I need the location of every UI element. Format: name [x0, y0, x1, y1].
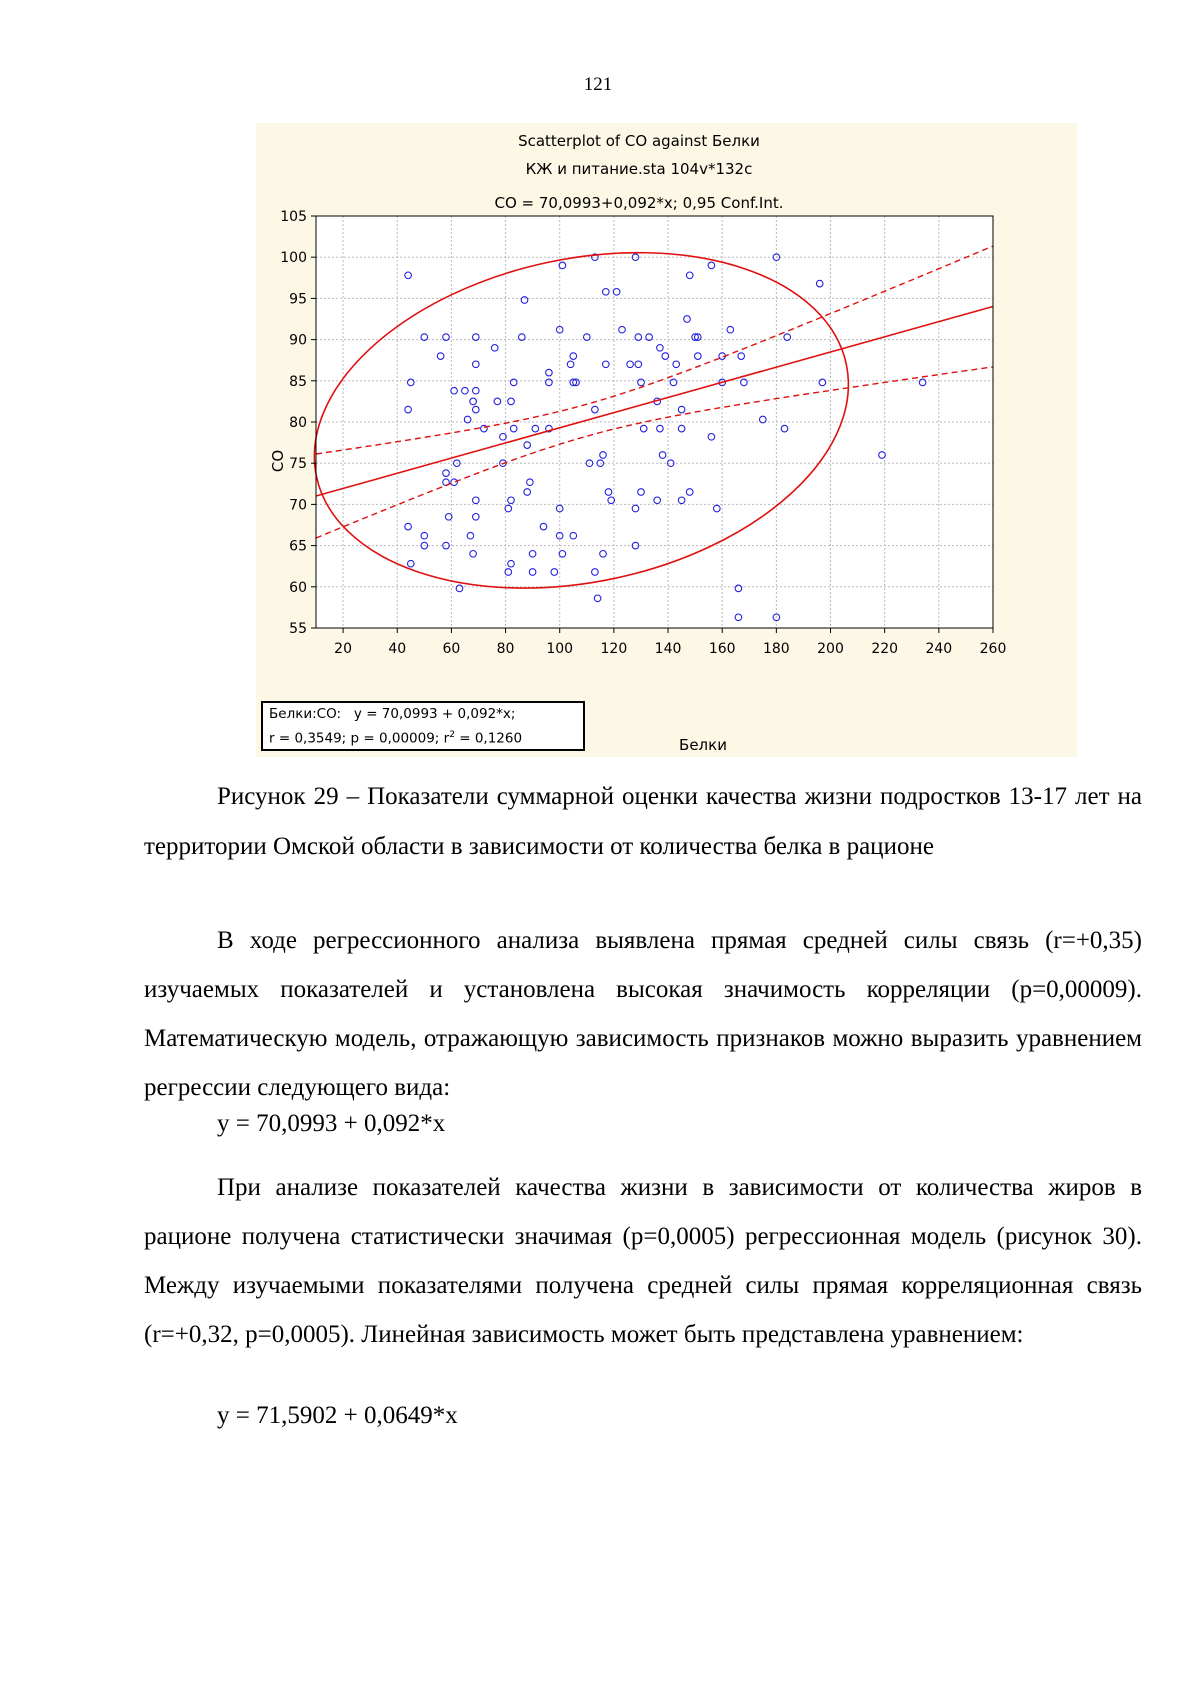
paragraph-regression-analysis: В ходе регрессионного анализа выявлена прямая средней силы связь (r=+0,35) изучаемых показателей и установлена высокая значимость корреляции (p=0,00009). Математическую модель, отражающую зависимость признаков можно выразить уравнением регрессии следующего вида: — [144, 927, 1142, 1101]
figure-caption: Рисунок 29 – Показатели суммарной оценки качества жизни подростков 13-17 лет на территории Омской области в зависимости от количества белка в рационе — [144, 783, 1142, 860]
stats-r-p: r = 0,3549; p = 0,00009; r — [269, 730, 450, 747]
y-tick-label: 60 — [289, 579, 307, 596]
scatterplot-chart — [256, 123, 1077, 757]
x-tick-label: 240 — [925, 641, 953, 657]
stats-line-2 — [269, 725, 577, 750]
x-tick-label: 220 — [871, 641, 899, 657]
x-tick-label: 80 — [496, 641, 515, 657]
stats-r2-value: = 0,1260 — [454, 730, 523, 747]
regression-stats-box — [261, 701, 585, 751]
paragraph-fats-analysis: При анализе показателей качества жизни в зависимости от количества жиров в рационе получена статистически значимая (p=0,0005) регрессионная модель (рисунок 30). Между изучаемыми показателями получена средней силы прямая корреляционная связь (r=+0,32, p=0,0005). Линейная зависимость может быть представлена уравнением: — [144, 1174, 1142, 1348]
y-tick-label: 105 — [280, 209, 307, 225]
stats-r2-exponent: 2 — [449, 730, 455, 740]
x-tick-label: 100 — [546, 641, 574, 657]
x-tick-label: 20 — [334, 641, 352, 657]
y-tick-label: 90 — [289, 332, 307, 349]
x-tick-label: 200 — [817, 641, 844, 657]
x-axis-label: Белки — [679, 736, 727, 754]
x-tick-label: 160 — [708, 641, 736, 657]
y-tick-label: 85 — [289, 373, 307, 390]
y-tick-label: 65 — [289, 538, 307, 555]
y-tick-label: 55 — [289, 621, 307, 637]
x-tick-label: 60 — [442, 641, 461, 657]
y-tick-label: 80 — [289, 415, 307, 431]
x-tick-label: 180 — [762, 641, 790, 657]
x-tick-label: 260 — [979, 641, 1007, 657]
grid — [316, 216, 993, 628]
y-axis-label: CO — [269, 449, 287, 473]
chart-subtitle: КЖ и питание.sta 104v*132c — [525, 160, 753, 178]
x-tick-label: 40 — [388, 641, 407, 657]
y-tick-label: 70 — [289, 497, 307, 514]
x-tick-label: 140 — [654, 641, 682, 657]
y-tick-label: 95 — [289, 291, 307, 308]
stats-line-1: Белки:CO: y = 70,0993 + 0,092*x; — [269, 706, 516, 722]
regression-equation-1: y = 70,0993 + 0,092*x — [217, 1110, 446, 1137]
regression-equation-2: y = 71,5902 + 0,0649*x — [217, 1402, 458, 1429]
chart-equation-label: CO = 70,0993+0,092*x; 0,95 Conf.Int. — [494, 194, 784, 212]
chart-title: Scatterplot of CO against Белки — [518, 132, 760, 150]
x-tick-label: 120 — [600, 641, 628, 657]
y-tick-label: 75 — [289, 456, 307, 473]
scatterplot-figure — [256, 123, 1077, 757]
page-number: 121 — [583, 74, 613, 95]
y-tick-label: 100 — [280, 250, 307, 267]
